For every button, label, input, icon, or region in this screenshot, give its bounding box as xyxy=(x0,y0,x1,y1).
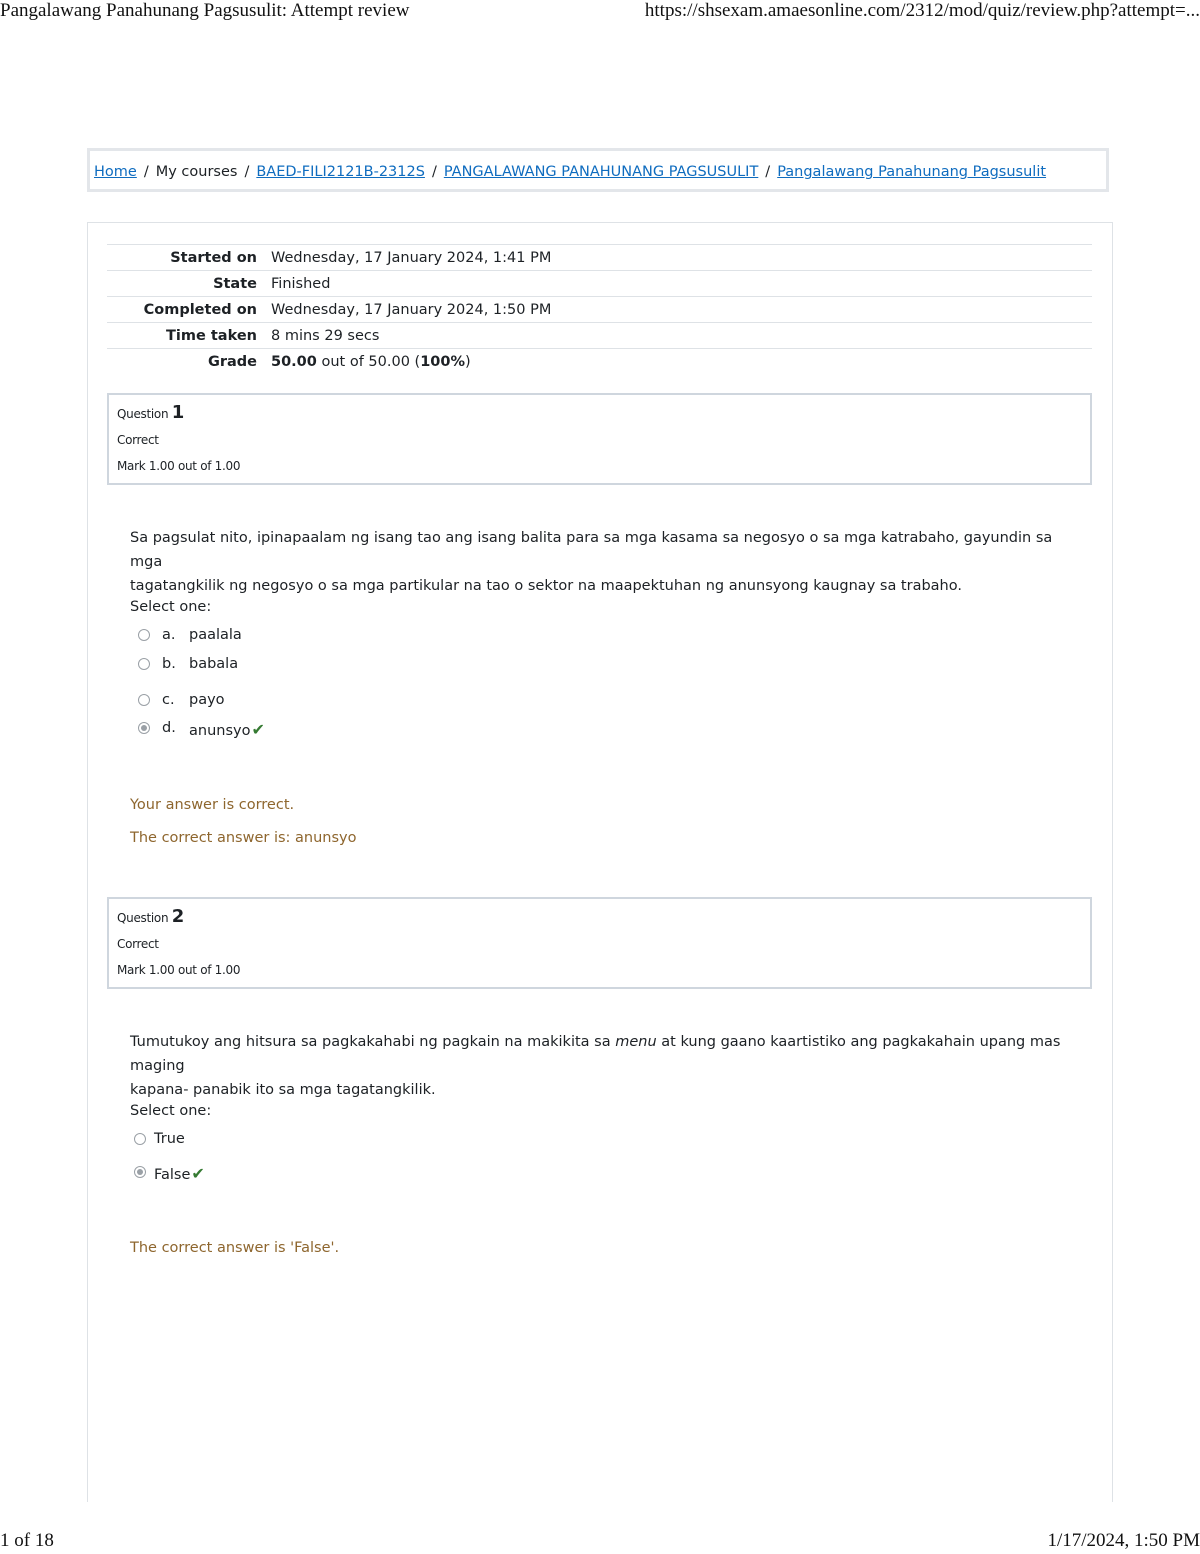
question-1-text xyxy=(130,526,1080,598)
print-page-number: 1 of 18 xyxy=(0,1530,54,1551)
summary-value: 8 mins 29 secs xyxy=(271,323,1092,349)
question-label: Question xyxy=(117,911,169,925)
question-state: Correct xyxy=(117,937,159,951)
question-text-line xyxy=(130,1030,1085,1078)
option-text: anunsyo xyxy=(189,723,251,739)
print-header xyxy=(0,0,1200,24)
breadcrumb-home-link[interactable]: Home xyxy=(94,164,137,180)
summary-label: Time taken xyxy=(107,323,271,349)
question-state: Correct xyxy=(117,433,159,447)
attempt-summary-table xyxy=(107,244,1092,374)
print-header-url: https://shsexam.amaesonline.com/2312/mod/quiz/review.php?attempt=... xyxy=(644,0,1200,21)
radio-button[interactable] xyxy=(134,1133,146,1145)
check-icon: ✔ xyxy=(191,1164,205,1183)
print-timestamp: 1/17/2024, 1:50 PM xyxy=(1047,1530,1200,1551)
feedback-specific: Your answer is correct. xyxy=(130,797,295,813)
grade-out-of: out of 50.00 ( xyxy=(321,353,421,370)
breadcrumb-separator: / xyxy=(431,164,437,180)
summary-row-state xyxy=(107,271,1092,297)
summary-label: Completed on xyxy=(107,297,271,323)
feedback-right-answer: The correct answer is: anunsyo xyxy=(130,830,357,846)
question-mark: Mark 1.00 out of 1.00 xyxy=(117,459,241,473)
question-text-line: kapana- panabik ito sa mga tagatangkilik. xyxy=(130,1082,436,1098)
breadcrumb-separator: / xyxy=(143,164,149,180)
question-1-info xyxy=(107,393,1092,485)
summary-value: Finished xyxy=(271,271,1092,297)
radio-button-selected[interactable] xyxy=(138,722,150,734)
breadcrumb-separator: / xyxy=(244,164,250,180)
question-number-value: 2 xyxy=(171,906,185,927)
summary-label: State xyxy=(107,271,271,297)
question-text-part: at kung gaano kaartistiko ang pagkakahain upang mas maging xyxy=(130,1034,1061,1074)
question-text-line: Sa pagsulat nito, ipinapaalam ng isang tao ang isang balita para sa mga kasama sa negosyo o sa mga katrabaho, gayundin sa mga xyxy=(130,530,1053,570)
option-letter: a. xyxy=(162,627,176,643)
question-label: Question xyxy=(117,407,169,421)
option-letter: c. xyxy=(162,692,175,708)
question-mark: Mark 1.00 out of 1.00 xyxy=(117,963,241,977)
option-text-wrap xyxy=(189,720,265,739)
option-text: paalala xyxy=(189,627,242,643)
summary-row-completed xyxy=(107,297,1092,323)
summary-value: Wednesday, 17 January 2024, 1:50 PM xyxy=(271,297,1092,323)
question-text-line: tagatangkilik ng negosyo o sa mga partikular na tao o sektor na maapektuhan ng anunsyong kaugnay sa trabaho. xyxy=(130,578,962,594)
question-number xyxy=(117,906,184,927)
question-text-emphasis: menu xyxy=(615,1034,657,1050)
grade-score: 50.00 xyxy=(271,353,317,370)
select-one-label: Select one: xyxy=(130,1103,212,1119)
check-icon: ✔ xyxy=(251,720,265,739)
breadcrumb-section-link[interactable]: PANGALAWANG PANAHUNANG PAGSUSULIT xyxy=(443,164,759,180)
select-one-label: Select one: xyxy=(130,599,212,615)
print-footer xyxy=(0,1530,1200,1554)
grade-close: ) xyxy=(465,353,471,370)
grade-percent: 100% xyxy=(420,353,465,370)
radio-button[interactable] xyxy=(138,694,150,706)
summary-label: Grade xyxy=(107,349,271,375)
option-text: babala xyxy=(189,656,239,672)
option-text-wrap xyxy=(154,1164,205,1183)
print-header-title: Pangalawang Panahunang Pagsusulit: Attempt review xyxy=(0,0,410,21)
radio-button[interactable] xyxy=(138,658,150,670)
breadcrumb-quiz-link[interactable]: Pangalawang Panahunang Pagsusulit xyxy=(777,164,1047,180)
breadcrumb-my-courses: My courses xyxy=(155,164,238,180)
question-text-part: Tumutukoy ang hitsura sa pagkakahabi ng pagkain na makikita sa xyxy=(130,1034,616,1050)
summary-value xyxy=(271,349,1092,375)
breadcrumb xyxy=(87,148,1109,192)
summary-value: Wednesday, 17 January 2024, 1:41 PM xyxy=(271,245,1092,271)
option-letter: b. xyxy=(162,656,176,672)
summary-row-started xyxy=(107,245,1092,271)
summary-label: Started on xyxy=(107,245,271,271)
breadcrumb-course-link[interactable]: BAED-FILI2121B-2312S xyxy=(256,164,425,180)
option-text: False xyxy=(154,1167,191,1183)
breadcrumb-separator: / xyxy=(765,164,771,180)
feedback-right-answer: The correct answer is 'False'. xyxy=(130,1240,340,1256)
summary-row-grade xyxy=(107,349,1092,375)
option-text: True xyxy=(154,1131,185,1147)
option-letter: d. xyxy=(162,720,176,736)
question-number xyxy=(117,402,184,423)
radio-button-selected[interactable] xyxy=(134,1166,146,1178)
summary-row-time-taken xyxy=(107,323,1092,349)
question-number-value: 1 xyxy=(171,402,185,423)
radio-button[interactable] xyxy=(138,629,150,641)
option-text: payo xyxy=(189,692,225,708)
question-2-info xyxy=(107,897,1092,989)
question-2-text xyxy=(130,1030,1085,1102)
